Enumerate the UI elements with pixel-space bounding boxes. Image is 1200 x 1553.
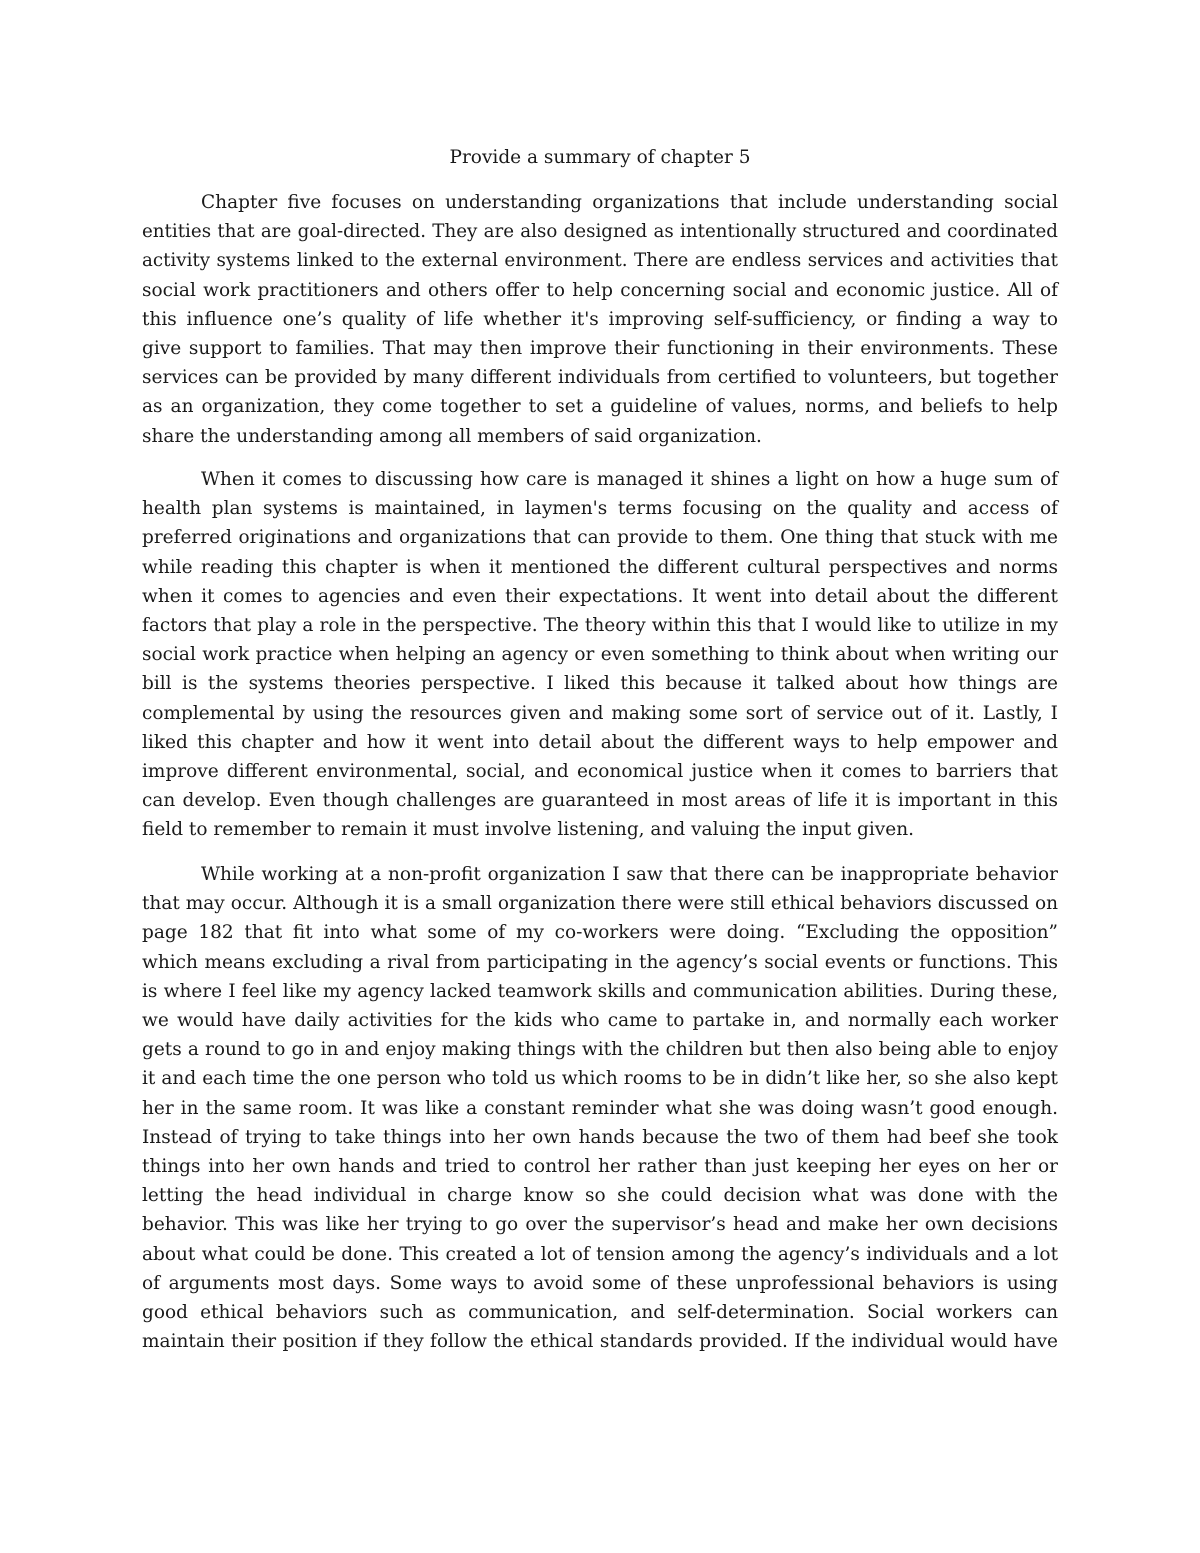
text-line: when it comes to agencies and even their expectations. It went into detail about the different [142, 585, 1058, 607]
text-line: services can be provided by many different individuals from certified to volunteers, but together [142, 367, 1058, 389]
text-line: about what could be done. This created a lot of tension among the agency’s individuals and a lot [142, 1243, 1058, 1265]
text-line: Instead of trying to take things into her own hands because the two of them had beef she took [142, 1126, 1058, 1148]
text-line: it and each time the one person who told us which rooms to be in didn’t like her, so she also kept [142, 1068, 1058, 1090]
text-line: good ethical behaviors such as communication, and self-determination. Social workers can [142, 1302, 1058, 1324]
text-line: of arguments most days. Some ways to avoid some of these unprofessional behaviors is using [142, 1272, 1058, 1294]
text-line: her in the same room. It was like a constant reminder what she was doing wasn’t good enough. [142, 1097, 1058, 1119]
text-line: that may occur. Although it is a small organization there were still ethical behaviors discussed on [142, 893, 1058, 915]
text-line: behavior. This was like her trying to go over the supervisor’s head and make her own decisions [142, 1214, 1058, 1236]
text-line: health plan systems is maintained, in laymen's terms focusing on the quality and access of [142, 498, 1058, 520]
paragraph-1 [142, 188, 1058, 451]
text-line: When it comes to discussing how care is managed it shines a light on how a huge sum of [201, 469, 1058, 490]
text-line: this influence one’s quality of life whether it's improving self-sufficiency, or finding a way to [142, 308, 1058, 330]
text-line: we would have daily activities for the kids who came to partake in, and normally each worker [142, 1010, 1058, 1032]
document-title: Provide a summary of chapter 5 [449, 147, 751, 168]
text-line: factors that play a role in the perspective. The theory within this that I would like to utilize in my [142, 615, 1058, 637]
paragraph-3 [142, 860, 1058, 1356]
text-line: which means excluding a rival from participating in the agency’s social events or functions. This [142, 951, 1058, 973]
text-line: letting the head individual in charge know so she could decision what was done with the [142, 1185, 1058, 1207]
text-line: complemental by using the resources given and making some sort of service out of it. Lastly, I [142, 702, 1058, 724]
text-line: things into her own hands and tried to control her rather than just keeping her eyes on her or [142, 1156, 1058, 1178]
text-line: activity systems linked to the external environment. There are endless services and activities that [142, 250, 1058, 272]
text-line: bill is the systems theories perspective. I liked this because it talked about how things are [142, 673, 1058, 695]
text-line: page 182 that fit into what some of my co-workers were doing. “Excluding the opposition” [142, 922, 1058, 944]
text-line: entities that are goal-directed. They are also designed as intentionally structured and coordinated [142, 221, 1058, 243]
text-line: social work practice when helping an agency or even something to think about when writing our [142, 644, 1058, 666]
text-line: preferred originations and organizations that can provide to them. One thing that stuck with me [142, 527, 1058, 549]
text-line: while reading this chapter is when it mentioned the different cultural perspectives and norms [142, 556, 1058, 578]
text-line: field to remember to remain it must involve listening, and valuing the input given. [142, 819, 914, 841]
text-line: gets a round to go in and enjoy making things with the children but then also being able to enjoy [142, 1039, 1058, 1061]
text-line: While working at a non-profit organization I saw that there can be inappropriate behavior [201, 864, 1058, 885]
text-line: improve different environmental, social, and economical justice when it comes to barriers that [142, 761, 1058, 783]
text-line: is where I feel like my agency lacked teamwork skills and communication abilities. During these, [142, 980, 1058, 1002]
text-line: liked this chapter and how it went into detail about the different ways to help empower and [142, 731, 1058, 753]
text-line: maintain their position if they follow the ethical standards provided. If the individual would have [142, 1331, 1058, 1353]
text-line: share the understanding among all members of said organization. [142, 425, 762, 447]
text-line: as an organization, they come together to set a guideline of values, norms, and beliefs to help [142, 396, 1058, 418]
text-line: Chapter five focuses on understanding organizations that include understanding social [201, 192, 1058, 213]
text-line: give support to families. That may then improve their functioning in their environments. These [142, 338, 1058, 360]
paragraph-2 [142, 465, 1058, 845]
text-line: can develop. Even though challenges are guaranteed in most areas of life it is important in this [142, 790, 1058, 812]
text-line: social work practitioners and others offer to help concerning social and economic justice. All of [142, 279, 1058, 301]
